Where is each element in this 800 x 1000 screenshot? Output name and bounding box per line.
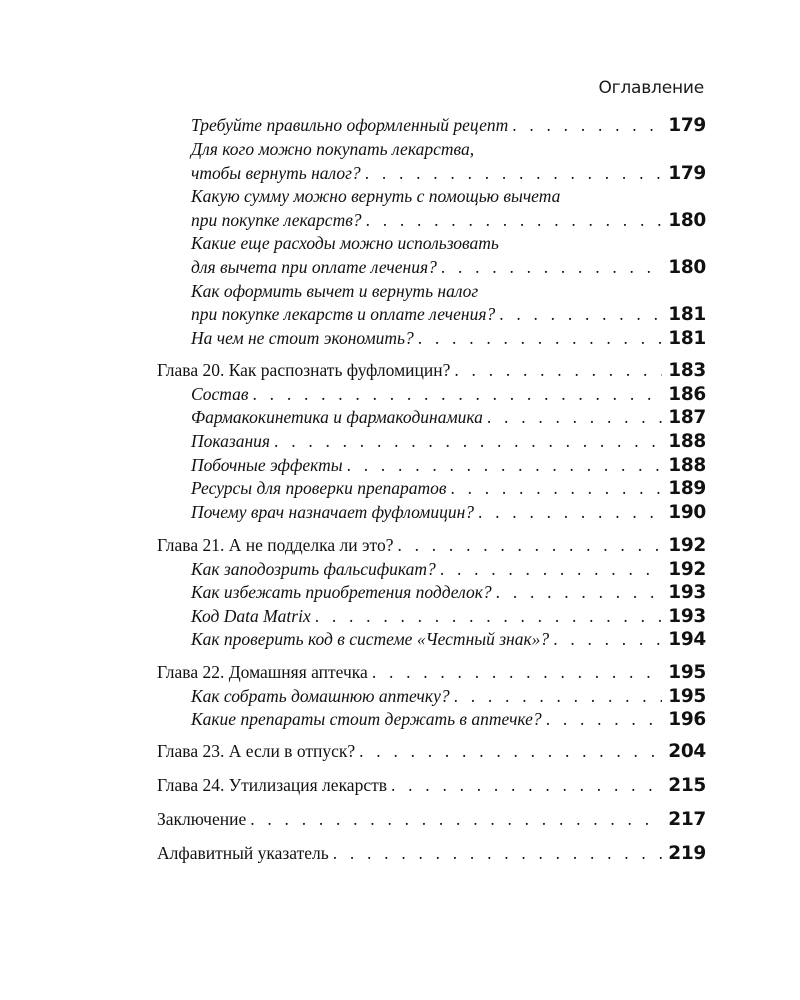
toc-entry-title: Код Data Matrix bbox=[191, 606, 311, 626]
toc-entry-title: при покупке лекарств и оплате лечения? bbox=[191, 304, 496, 324]
dot-leader bbox=[487, 405, 662, 429]
toc-entry-title-line1: Для кого можно покупать лекарства, bbox=[191, 139, 475, 159]
toc-entry-line1[interactable] bbox=[191, 231, 706, 255]
toc-entry-page: 179 bbox=[668, 115, 706, 136]
toc-entry-title: Какие препараты стоит держать в аптечке? bbox=[191, 709, 542, 729]
dot-leader bbox=[478, 500, 662, 524]
toc-entry-page: 189 bbox=[668, 478, 706, 499]
toc-entry-page: 192 bbox=[668, 559, 706, 580]
dot-leader bbox=[253, 382, 663, 406]
toc-chapter[interactable] bbox=[157, 807, 706, 831]
toc-entry-page: 186 bbox=[668, 384, 706, 405]
toc-entry[interactable] bbox=[191, 382, 706, 406]
toc-entry-page: 181 bbox=[668, 304, 706, 325]
toc-entry-title: Ресурсы для проверки препаратов bbox=[191, 478, 447, 498]
toc-chapter-page: 215 bbox=[668, 775, 706, 796]
toc-chapter-page: 204 bbox=[668, 741, 706, 762]
dot-leader bbox=[499, 302, 662, 326]
toc-entry[interactable] bbox=[191, 500, 706, 524]
toc-entry-title: чтобы вернуть налог? bbox=[191, 163, 361, 183]
toc-entry-page: 179 bbox=[668, 163, 706, 184]
toc-chapter-page: 195 bbox=[668, 662, 706, 683]
toc-entry-page: 193 bbox=[668, 606, 706, 627]
dot-leader bbox=[440, 557, 662, 581]
toc-entry-title: Требуйте правильно оформленный рецепт bbox=[191, 115, 509, 135]
dot-leader bbox=[333, 841, 663, 865]
toc-entry[interactable] bbox=[191, 604, 706, 628]
toc-chapter-title: Глава 22. Домашняя аптечка bbox=[157, 662, 368, 682]
dot-leader bbox=[397, 533, 662, 557]
dot-leader bbox=[372, 660, 662, 684]
toc-entry-page: 196 bbox=[668, 709, 706, 730]
toc-chapter-page: 217 bbox=[668, 809, 706, 830]
toc-entry[interactable] bbox=[191, 326, 706, 350]
toc-chapter[interactable] bbox=[157, 358, 706, 382]
toc-entry-page: 188 bbox=[668, 431, 706, 452]
toc-entry-page: 187 bbox=[668, 407, 706, 428]
toc-entry-title: Как заподозрить фальсификат? bbox=[191, 559, 436, 579]
toc-entry[interactable] bbox=[191, 208, 706, 232]
toc-entry-title-line1: Какие еще расходы можно использовать bbox=[191, 233, 499, 253]
dot-leader bbox=[250, 807, 662, 831]
toc-entry-title: На чем не стоит экономить? bbox=[191, 328, 414, 348]
dot-leader bbox=[315, 604, 663, 628]
dot-leader bbox=[274, 429, 662, 453]
toc-entry[interactable] bbox=[191, 429, 706, 453]
toc-entry-title: Фармакокинетика и фармакодинамика bbox=[191, 407, 483, 427]
toc-entry[interactable] bbox=[191, 627, 706, 651]
toc-entry-page: 190 bbox=[668, 502, 706, 523]
toc-entry-page: 181 bbox=[668, 328, 706, 349]
toc-chapter-title: Глава 20. Как распознать фуфломицин? bbox=[157, 360, 451, 380]
dot-leader bbox=[359, 739, 662, 763]
toc-chapter-page: 183 bbox=[668, 360, 706, 381]
toc-entry[interactable] bbox=[191, 557, 706, 581]
toc-entry-page: 195 bbox=[668, 686, 706, 707]
dot-leader bbox=[365, 161, 663, 185]
toc-entry-page: 194 bbox=[668, 629, 706, 650]
dot-leader bbox=[512, 113, 662, 137]
running-head: Оглавление bbox=[598, 78, 704, 98]
toc-chapter[interactable] bbox=[157, 841, 706, 865]
toc-entry[interactable] bbox=[191, 161, 706, 185]
toc-entry-line1[interactable] bbox=[191, 184, 706, 208]
dot-leader bbox=[450, 476, 662, 500]
toc-chapter[interactable] bbox=[157, 533, 706, 557]
toc-entry-title: Как собрать домашнюю аптечку? bbox=[191, 686, 450, 706]
toc-chapter[interactable] bbox=[157, 660, 706, 684]
toc-entry-title: Побочные эффекты bbox=[191, 455, 343, 475]
toc-entry[interactable] bbox=[191, 302, 706, 326]
toc-entry[interactable] bbox=[191, 405, 706, 429]
toc-entry-title: Почему врач назначает фуфломицин? bbox=[191, 502, 474, 522]
toc-entry[interactable] bbox=[191, 707, 706, 731]
toc-entry[interactable] bbox=[191, 684, 706, 708]
dot-leader bbox=[441, 255, 662, 279]
toc-entry[interactable] bbox=[191, 453, 706, 477]
toc-chapter[interactable] bbox=[157, 739, 706, 763]
dot-leader bbox=[454, 358, 662, 382]
toc-entry[interactable] bbox=[191, 580, 706, 604]
dot-leader bbox=[391, 773, 662, 797]
toc-chapter-page: 192 bbox=[668, 535, 706, 556]
dot-leader bbox=[454, 684, 663, 708]
toc-chapter-page: 219 bbox=[668, 843, 706, 864]
toc-entry-title: Показания bbox=[191, 431, 271, 451]
toc-entry-title: при покупке лекарств? bbox=[191, 210, 362, 230]
toc-chapter-title: Заключение bbox=[157, 809, 247, 829]
dot-leader bbox=[553, 627, 662, 651]
toc-entry[interactable] bbox=[191, 255, 706, 279]
toc-entry-line1[interactable] bbox=[191, 137, 706, 161]
toc-chapter-title: Глава 21. А не подделка ли это? bbox=[157, 535, 394, 555]
toc-entry-title: Как избежать приобретения подделок? bbox=[191, 582, 492, 602]
dot-leader bbox=[496, 580, 663, 604]
toc-chapter[interactable] bbox=[157, 773, 706, 797]
toc-entry-page: 180 bbox=[668, 210, 706, 231]
toc-entry-title: для вычета при оплате лечения? bbox=[191, 257, 437, 277]
toc-entry[interactable] bbox=[191, 476, 706, 500]
dot-leader bbox=[366, 208, 663, 232]
toc-entry-page: 188 bbox=[668, 455, 706, 476]
toc-entry-title-line1: Как оформить вычет и вернуть налог bbox=[191, 281, 479, 301]
toc-entry-page: 180 bbox=[668, 257, 706, 278]
toc-entry[interactable] bbox=[191, 113, 706, 137]
toc-entry-page: 193 bbox=[668, 582, 706, 603]
toc-chapter-title: Алфавитный указатель bbox=[157, 843, 329, 863]
toc-entry-title: Состав bbox=[191, 384, 249, 404]
toc-entry-line1[interactable] bbox=[191, 279, 706, 303]
toc-chapter-title: Глава 23. А если в отпуск? bbox=[157, 741, 356, 761]
toc-entry-title-line1: Какую сумму можно вернуть с помощью вычета bbox=[191, 186, 561, 206]
toc-entry-title: Как проверить код в системе «Честный знак»? bbox=[191, 629, 550, 649]
dot-leader bbox=[546, 707, 663, 731]
dot-leader bbox=[418, 326, 663, 350]
toc-chapter-title: Глава 24. Утилизация лекарств bbox=[157, 775, 387, 795]
dot-leader bbox=[347, 453, 663, 477]
